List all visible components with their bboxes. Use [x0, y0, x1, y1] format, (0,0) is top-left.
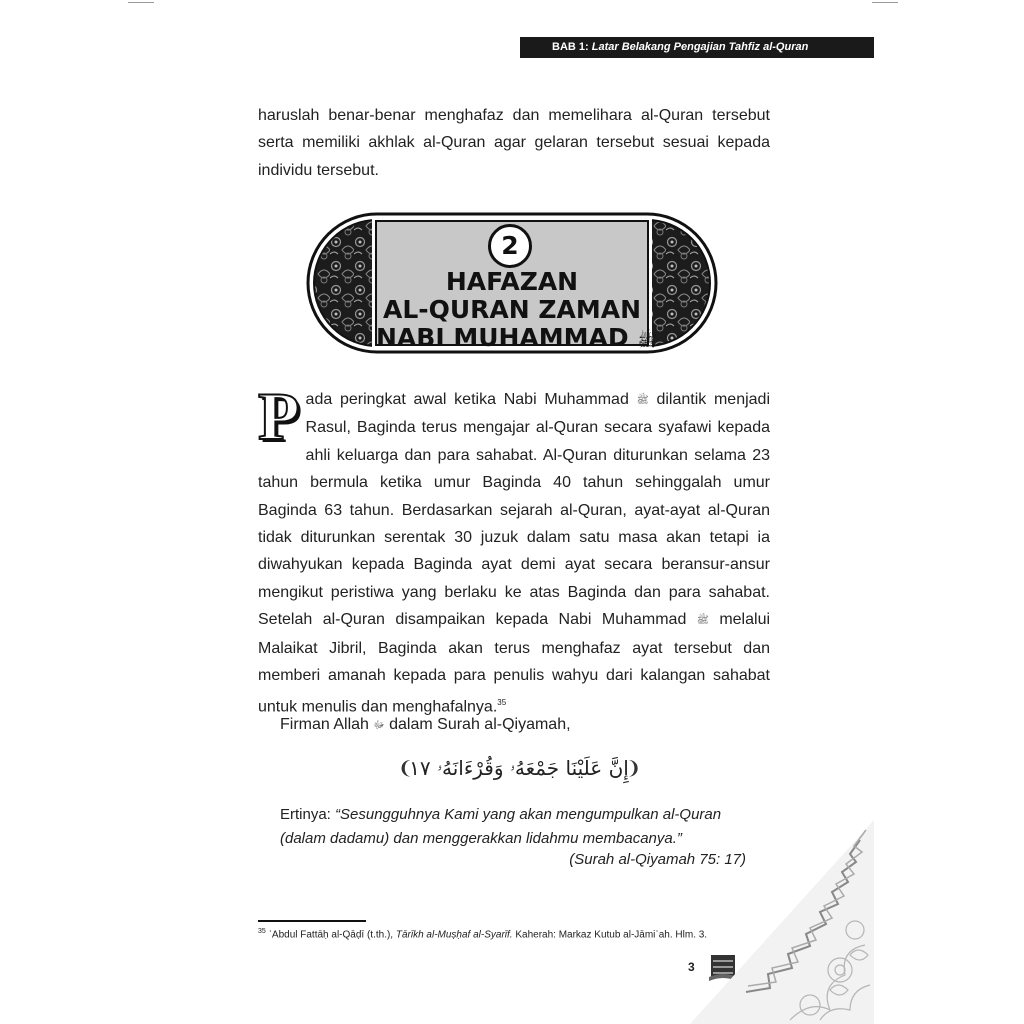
translation-text: “Sesungguhnya Kami yang akan mengumpulkan al-Quran (dalam dadamu) dan menggerakkan lidahmu membacanya.” — [280, 806, 722, 847]
drop-cap: P — [258, 378, 300, 454]
footnote-number: 35 — [258, 928, 266, 935]
crop-mark-left — [128, 2, 154, 3]
section-title — [376, 267, 657, 355]
body-part3: melalui Malaikat Jibril, Baginda akan terus menghafaz ayat tersebut dan memberi amanah kepada para penulis wahyu dari kalangan sahabat untuk menulis dan menghafalnya. — [258, 611, 771, 716]
section-title-line1: HAFAZAN — [445, 267, 579, 296]
chapter-label: BAB 1: — [552, 41, 589, 53]
crop-mark-right — [872, 2, 898, 3]
footnote-ref[interactable]: 35 — [497, 698, 507, 708]
section-number-badge: 2 — [488, 224, 532, 268]
section-title-line2: AL-QURAN ZAMAN — [382, 295, 642, 324]
verse-translation — [280, 803, 748, 851]
honorific-glyph: ﷺ — [696, 615, 709, 627]
firman-after: dalam Surah al-Qiyamah, — [389, 716, 571, 733]
body-part1: ada peringkat awal ketika Nabi Muhammad — [305, 391, 629, 408]
body-paragraph-text — [258, 378, 771, 721]
intro-paragraph — [258, 102, 770, 184]
honorific-glyph: ﷺ — [636, 395, 649, 406]
footnote-title: Tārīkh al-Muṣḥaf al-Syarīf. — [395, 929, 513, 941]
intro-paragraph-text: haruslah benar-benar menghafaz dan memelihara al-Quran tersebut serta memiliki akhlak al-Quran agar gelaran tersebut sesuai kepada individu tersebut. — [258, 107, 770, 179]
translation-label: Ertinya: — [280, 806, 331, 823]
page-number: 3 — [688, 960, 695, 974]
quran-verse: إِنَّ عَلَيْنَا جَمْعَهُۥ وَقُرْءَانَهُۥ ١٧ — [409, 756, 629, 780]
footnote-author: ʿAbdul Fattāḥ al-Qāḍī (t.th.), — [268, 929, 394, 941]
running-header — [520, 37, 874, 58]
section-title-line3: NABI MUHAMMAD — [376, 323, 629, 352]
verse-citation: (Surah al-Qiyamah 75: 17) — [569, 851, 746, 868]
section-honorific: ﷺ — [637, 331, 657, 350]
body-part2: dilantik menjadi Rasul, Baginda terus mengajar al-Quran secara syafawi kepada ahli keluarga dan para sahabat. Al-Quran diturunkan selama 23 tahun bermula ketika umur Baginda 40 tahun sehinggalah umur Baginda 63 tahun. Berdasarkan sejarah al-Quran, ayat-ayat al-Quran tidak diturunkan serentak 30 juzuk dalam satu masa akan tetapi ia diwahyukan kepada Baginda ayat demi ayat secara beransur-ansur mengikut peristiwa yang berlaku ke atas Baginda dan para sahabat. Setelah al-Quran disampaikan kepada Nabi Muhammad — [258, 391, 771, 629]
footnote-publisher: Kaherah: Markaz Kutub al-Jāmiʿah. Hlm. 3. — [515, 929, 708, 941]
chapter-title: Latar Belakang Pengajian Tahfiz al-Quran — [591, 41, 809, 53]
footnote — [258, 928, 707, 940]
verse-ornament-right: ❩ — [626, 758, 642, 778]
footnote-rule — [258, 920, 366, 922]
corner-floral-ornament — [690, 820, 874, 1024]
verse-ornament-left: ❨ — [398, 758, 414, 778]
body-paragraph — [258, 378, 771, 721]
allah-honorific: ﷻ — [373, 720, 385, 731]
firman-before: Firman Allah — [280, 716, 369, 733]
firman-line — [280, 716, 571, 734]
